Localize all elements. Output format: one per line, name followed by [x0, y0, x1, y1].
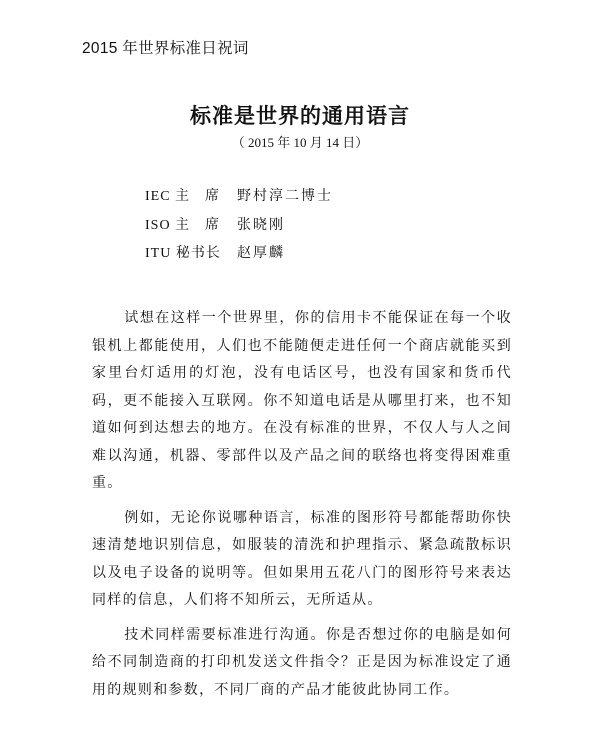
- signatory-role: ISO 主 席: [145, 217, 221, 233]
- body-paragraph: 技术同样需要标准进行沟通。你是否想过你的电脑是如何给不同制造商的打印机发送文件指令？正是因为标准设定了通用的规则和参数，不同厂商的产品才能彼此协同工作。: [92, 626, 512, 698]
- signatory-name: 张晓刚: [237, 217, 285, 233]
- signatory-row: [145, 183, 333, 212]
- signatory-name: 野村淳二博士: [237, 189, 333, 204]
- signatory-role: IEC 主 席: [145, 189, 221, 204]
- signatory-name: 赵厚麟: [237, 246, 285, 261]
- body-text: [92, 305, 512, 711]
- signatory-row: [145, 240, 333, 269]
- signatory-role: ITU 秘书长: [145, 246, 221, 261]
- document-date: （ 2015 年 10 月 14 日）: [231, 135, 369, 150]
- signatory-list: [145, 183, 333, 269]
- signatory-row: [145, 212, 333, 241]
- running-header: 2015 年世界标准日祝词: [82, 40, 249, 57]
- body-paragraph: 例如，无论你说哪种语言，标准的图形符号都能帮助你快速清楚地识别信息，如服装的清洗和护理指示、紧急疏散标识以及电子设备的说明等。但如果用五花八门的图形符号来表达同样的信息，人们将不知所云，无所适从。: [92, 509, 512, 608]
- body-paragraph: 试想在这样一个世界里，你的信用卡不能保证在每一个收银机上都能使用，人们也不能随便走进任何一个商店就能买到家里台灯适用的灯泡，没有电话区号，也没有国家和货币代码，更不能接入互联网。你不知道电话是从哪里打来，也不知道如何到达想去的地方。在没有标准的世界，不仅人与人之间难以沟通，机器、零部件以及产品之间的联络也将变得困难重重。: [92, 310, 512, 491]
- document-title: 标准是世界的通用语言: [190, 104, 410, 128]
